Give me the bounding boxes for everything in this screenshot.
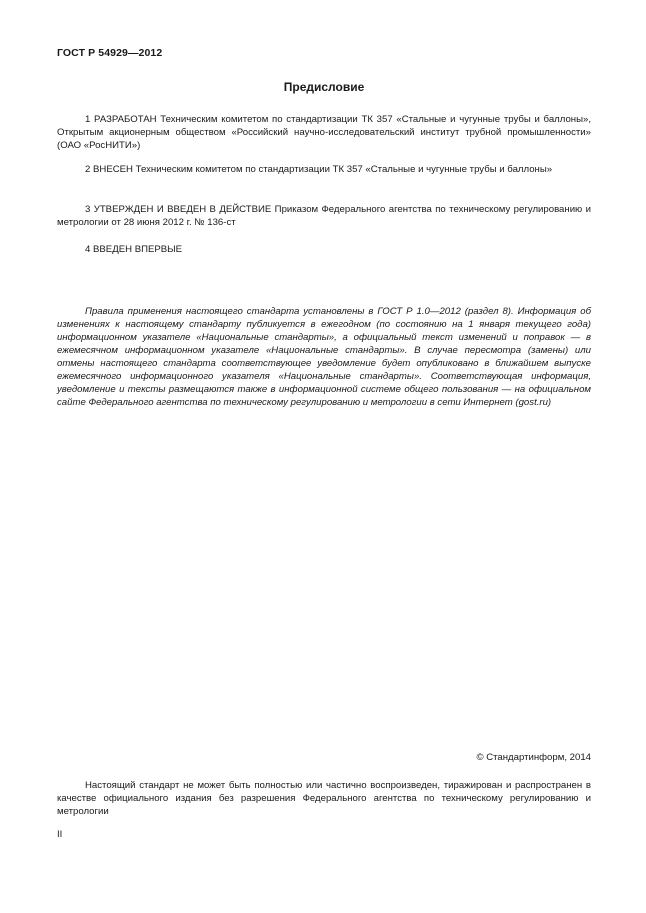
preface-title: Предисловие xyxy=(283,80,365,94)
document-identifier: ГОСТ Р 54929—2012 xyxy=(57,47,163,59)
preface-item-3: 3 УТВЕРЖДЕН И ВВЕДЕН В ДЕЙСТВИЕ Приказом Федерального агентства по техническому регулированию и метрологии от 28 июня 2012 г. № 136-ст xyxy=(57,204,591,228)
page-number: II xyxy=(57,829,63,840)
preface-item-2: 2 ВНЕСЕН Техническим комитетом по стандартизации ТК 357 «Стальные и чугунные трубы и баллоны» xyxy=(85,164,553,175)
standard-application-note: Правила применения настоящего стандарта установлены в ГОСТ Р 1.0—2012 (раздел 8). Информация об изменениях к настоящему стандарту публикуется в ежегодном (по состоянию на 1 января текущего года) информационном указателе «Национальные стандарты», а официальный текст изменений и поправок — в ежемесячном информационном указателе «Национальные стандарты». В случае пересмотра (замены) или отмены настоящего стандарта соответствующее уведомление будет опубликовано в ближайшем выпуске ежемесячного информационного указателя «Национальные стандарты». Соответствующая информация, уведомление и тексты размещаются также в информационной системе общего пользования — на официальном сайте Федерального агентства по техническому регулированию и метрологии в сети Интернет (gost.ru) xyxy=(57,306,591,408)
preface-item-4: 4 ВВЕДЕН ВПЕРВЫЕ xyxy=(85,244,183,255)
copyright-notice: © Стандартинформ, 2014 xyxy=(476,752,591,763)
reproduction-rights-notice: Настоящий стандарт не может быть полностью или частично воспроизведен, тиражирован и распространен в качестве официального издания без разрешения Федерального агентства по техническому регулированию и метрологии xyxy=(57,780,591,817)
preface-item-1: 1 РАЗРАБОТАН Техническим комитетом по стандартизации ТК 357 «Стальные и чугунные трубы и баллоны», Открытым акционерным обществом «Российский научно-исследовательский институт трубной промышленности» (ОАО «РосНИТИ») xyxy=(57,114,591,151)
